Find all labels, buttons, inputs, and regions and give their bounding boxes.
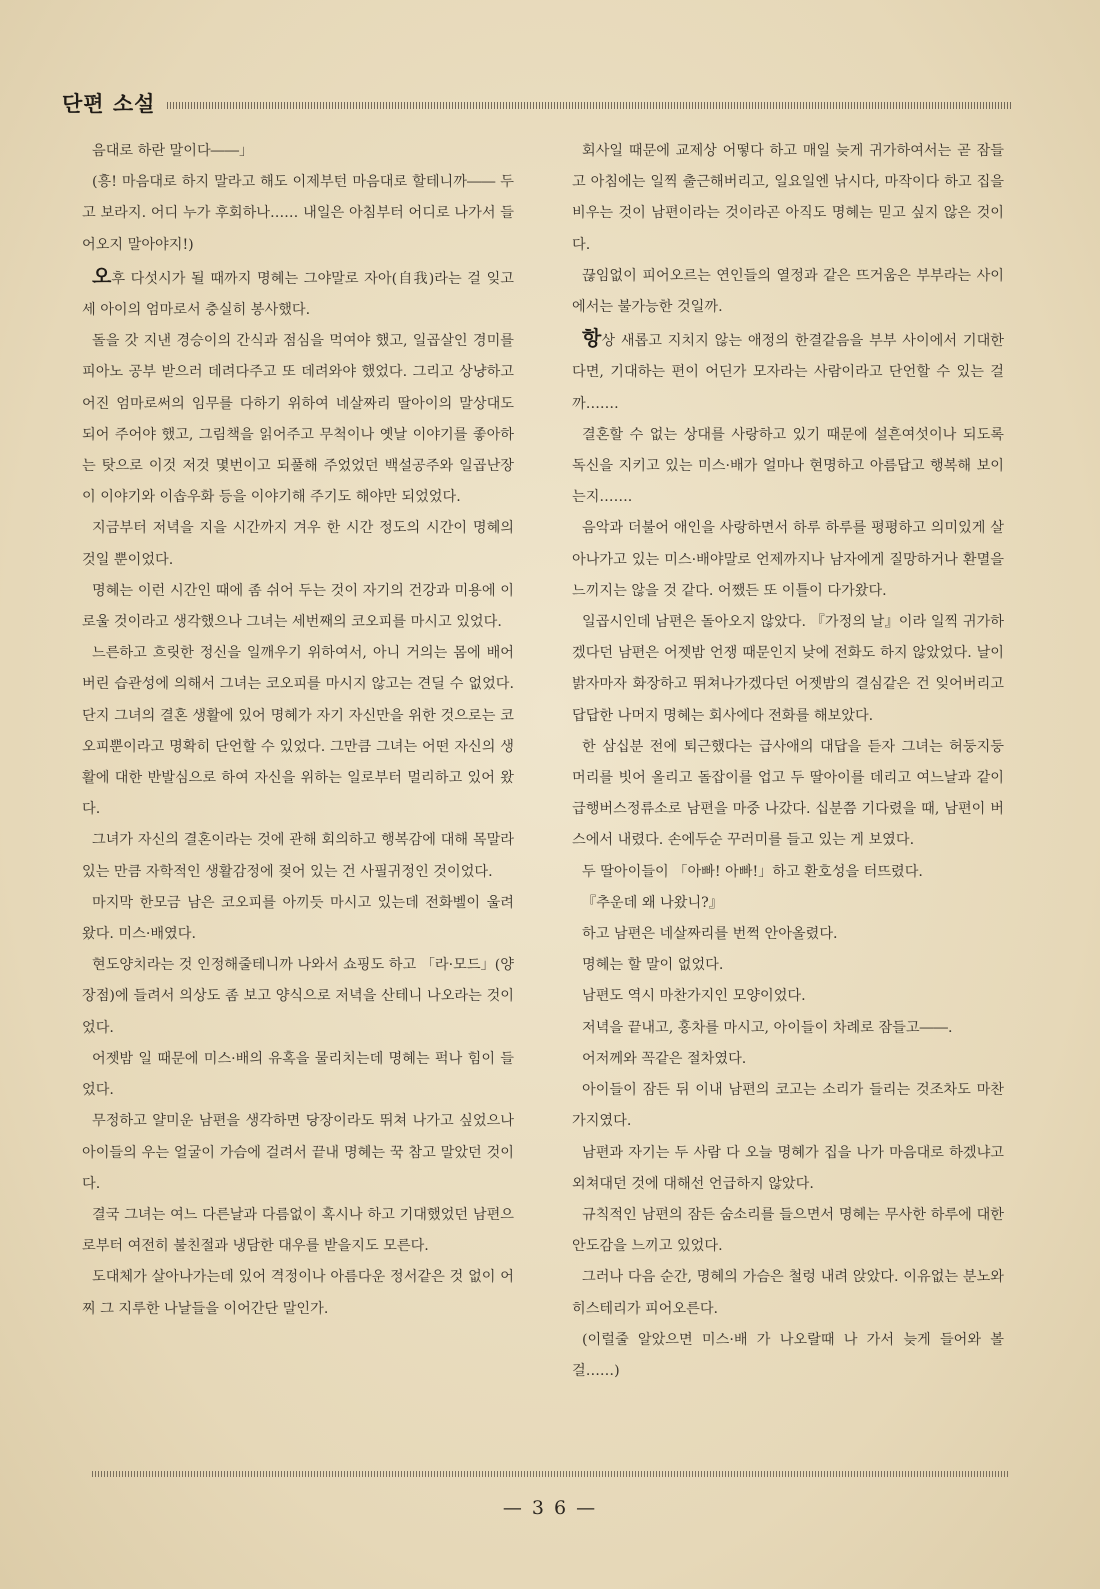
page-number: — 3 6 —	[502, 1497, 598, 1519]
drop-initial: 오	[92, 263, 112, 288]
paragraph: 명혜는 할 말이 없었다.	[582, 957, 724, 974]
paragraph: 그녀가 자신의 결혼이라는 것에 관해 회의하고 행복감에 대해 목말라 있는 만큼 자학적인 생활감정에 젖어 있는 건 사필귀정인 것이었다.	[82, 832, 514, 880]
paragraph: (이럴줄 알았으면 미스·배 가 나오랄때 나 가서 늦게 들어와 볼걸……)	[572, 1331, 1004, 1379]
paragraph: 하고 남편은 네살짜리를 번쩍 안아올렸다.	[582, 926, 838, 943]
paragraph: 『추운데 왜 나왔니?』	[582, 894, 723, 911]
paragraph: 지금부터 저녁을 지을 시간까지 겨우 한 시간 정도의 시간이 명혜의 것일 뿐이었다.	[82, 520, 514, 568]
footer-rule	[92, 1471, 1010, 1477]
paragraph-text: 후 다섯시가 될 때까지 명혜는 그야말로 자아(自我)라는 걸 잊고 세 아이의 엄마로서 충실히 봉사했다.	[82, 270, 514, 319]
paragraph: 현도양치라는 것 인정해줄테니까 나와서 쇼핑도 하고 「라·모드」(양장점)에 들려서 의상도 좀 보고 양식으로 저녁을 산테니 나오라는 것이었다.	[82, 957, 514, 1036]
paragraph: 결혼할 수 없는 상대를 사랑하고 있기 때문에 설흔여섯이나 되도록 독신을 지키고 있는 미스·배가 얼마나 현명하고 아름답고 행복해 보이는지…….	[572, 426, 1004, 506]
paragraph: 느른하고 흐릿한 정신을 일깨우기 위하여서, 아니 거의는 몸에 배어버린 습관성에 의해서 그녀는 코오피를 마시지 않고는 견딜 수 없었다. 단지 그녀의 결혼 생활에 있어 명혜가 자기 자신만을 위한 것으로는 코오피뿐이라고 명확히 단언할 수 있었다. 그만큼 그녀는 어떤 자신의 생활에 대한 반발심으로 하여 자신을 위하는 일로부터 멀리하고 있어 왔다.	[82, 645, 514, 818]
drop-initial: 항	[582, 326, 602, 351]
paragraph: 남편도 역시 마찬가지인 모양이었다.	[582, 988, 806, 1005]
section-title: 단편 소설	[62, 92, 156, 116]
paragraph: 무정하고 얄미운 남편을 생각하면 당장이라도 뛰쳐 나가고 싶었으나 아이들의 우는 얼굴이 가슴에 걸려서 끝내 명혜는 꾹 참고 말았던 것이다.	[82, 1113, 514, 1192]
paragraph: (흥! 마음대로 하지 말라고 해도 이제부턴 마음대로 할테니까―― 두고 보라지. 어디 누가 후회하나…… 내일은 아침부터 어디로 나가서 들어오지 말아야지!)	[82, 174, 514, 253]
right-column	[572, 136, 1004, 1387]
header-rule	[167, 102, 1012, 109]
paragraph	[572, 323, 1004, 420]
paragraph: 끊임없이 피어오르는 연인들의 열정과 같은 뜨거움은 부부라는 사이에서는 불가능한 것일까.	[572, 267, 1004, 316]
paragraph: 회사일 때문에 교제상 어떻다 하고 매일 늦게 귀가하여서는 곧 잠들고 아침에는 일찍 출근해버리고, 일요일엔 낚시다, 마작이다 하고 집을 비우는 것이 남편이라는 것이라곤 아직도 명혜는 믿고 싶지 않은 것이다.	[572, 143, 1004, 253]
paragraph: 규칙적인 남편의 잠든 숨소리를 들으면서 명혜는 무사한 하루에 대한 안도감을 느끼고 있었다.	[572, 1206, 1004, 1255]
paragraph: 도대체가 살아나가는데 있어 격정이나 아름다운 정서같은 것 없이 어찌 그 지루한 나날들을 이어간단 말인가.	[82, 1269, 514, 1317]
paragraph: 남편과 자기는 두 사람 다 오늘 명혜가 집을 나가 마음대로 하겠냐고 외쳐대던 것에 대해선 언급하지 않았다.	[572, 1144, 1004, 1192]
paragraph: 돌을 갓 지낸 경승이의 간식과 점심을 먹여야 했고, 일곱살인 경미를 피아노 공부 받으러 데려다주고 또 데려와야 했었다. 그리고 상냥하고 어진 엄마로써의 임무를 다하기 위하여 네살짜리 딸아이의 말상대도 되어 주어야 했고, 그림책을 읽어주고 무척이나 옛날 이야기를 좋아하는 탓으로 이것 저것 몇번이고 되풀해 주었었던 백설공주와 일곱난장이 이야기와 이솝우화 등을 이야기해 주기도 해야만 되었었다.	[82, 333, 514, 506]
paragraph: 어저께와 꼭같은 절차였다.	[582, 1050, 747, 1067]
paragraph: 저녁을 끝내고, 홍차를 마시고, 아이들이 차례로 잠들고――.	[582, 1019, 953, 1036]
paragraph: 음악과 더불어 애인을 사랑하면서 하루 하루를 평평하고 의미있게 살아나가고 있는 미스·배야말로 언제까지나 남자에게 질망하거나 환멸을 느끼지는 않을 것 같다. 어쨌든 또 이틀이 다가왔다.	[572, 520, 1004, 599]
paragraph: 명혜는 이런 시간인 때에 좀 쉬어 두는 것이 자기의 건강과 미용에 이로울 것이라고 생각했으나 그녀는 세번째의 코오피를 마시고 있었다.	[82, 582, 514, 631]
left-column	[82, 136, 514, 1325]
paragraph: 일곱시인데 남편은 돌아오지 않았다. 『가정의 날』이라 일찍 귀가하겠다던 남편은 어젯밤 언쟁 때문인지 낮에 전화도 하지 않았었다. 날이 밝자마자 화장하고 뛰쳐나가겠다던 어젯밤의 결심같은 건 잊어버리고 답답한 나머지 명혜는 회사에다 전화를 해보았다.	[572, 614, 1004, 724]
paragraph: 한 삼십분 전에 퇴근했다는 급사애의 대답을 듣자 그녀는 허둥지둥 머리를 빗어 올리고 돌잡이를 업고 두 딸아이를 데리고 여느날과 같이 급행버스정류소로 남편을 마중 나갔다. 십분쯤 기다렸을 때, 남편이 버스에서 내렸다. 손에두순 꾸러미를 들고 있는 게 보였다.	[572, 738, 1004, 849]
paragraph: 두 딸아이들이 「아빠! 아빠!」하고 환호성을 터뜨렸다.	[582, 863, 923, 880]
paragraph: 음대로 하란 말이다――」	[92, 143, 254, 159]
paragraph: 마지막 한모금 남은 코오피를 아끼듯 마시고 있는데 전화벨이 울려 왔다. 미스·배였다.	[82, 894, 514, 943]
paragraph: 그러나 다음 순간, 명혜의 가슴은 철렁 내려 앉았다. 이유없는 분노와 히스테리가 피어오른다.	[572, 1269, 1004, 1317]
paragraph: 결국 그녀는 여느 다른날과 다름없이 혹시나 하고 기대했었던 남편으로부터 여전히 불친절과 냉담한 대우를 받을지도 모른다.	[82, 1206, 514, 1255]
paragraph	[82, 261, 514, 326]
page-header	[62, 86, 1012, 120]
paragraph: 어젯밤 일 때문에 미스·배의 유혹을 물리치는데 명혜는 퍽나 힘이 들었다.	[82, 1050, 514, 1099]
paragraph-text: 상 새롭고 지치지 않는 애정의 한결같음을 부부 사이에서 기대한다면, 기대하는 편이 어딘가 모자라는 사람이라고 단언할 수 있는 걸까…….	[572, 333, 1004, 412]
paragraph: 아이들이 잠든 뒤 이내 남편의 코고는 소리가 들리는 것조차도 마찬가지였다.	[572, 1082, 1004, 1130]
